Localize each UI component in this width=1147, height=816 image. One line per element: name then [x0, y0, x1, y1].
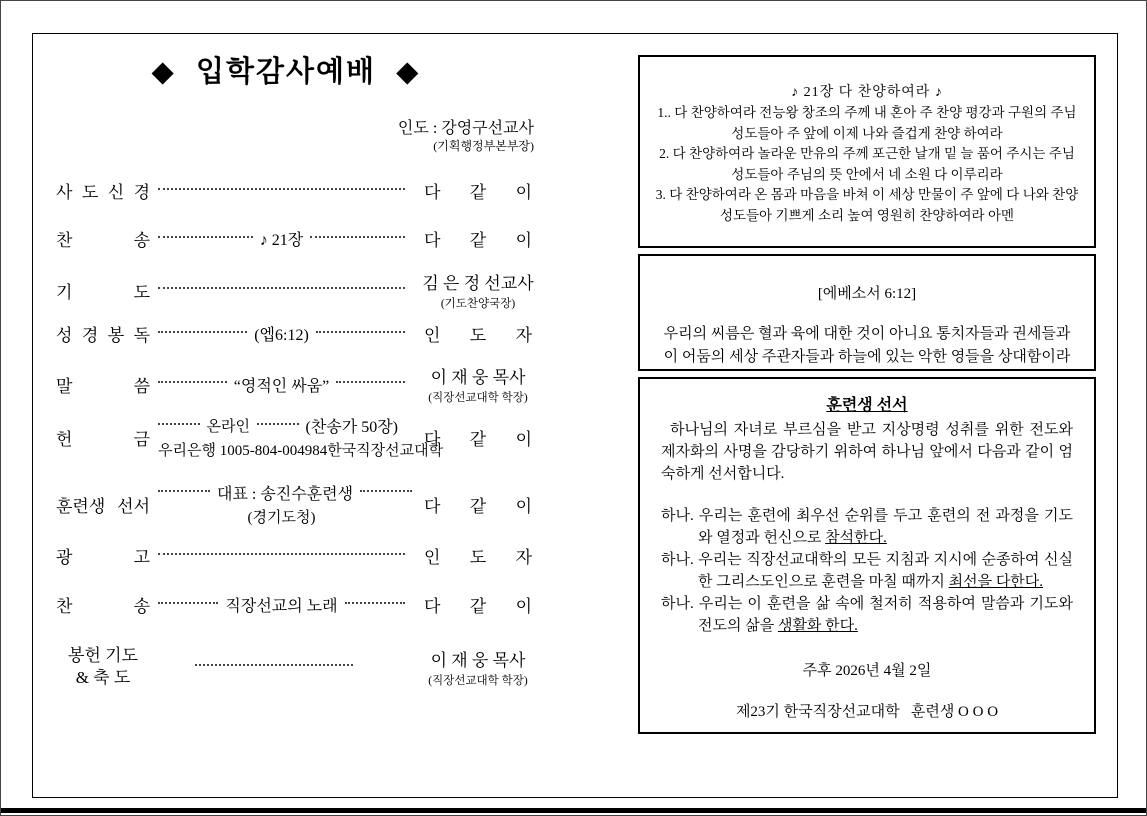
program-row-prayer [56, 269, 543, 311]
dotted-leader [310, 236, 405, 238]
program-item-value: 다 같 이 [424, 231, 532, 250]
oath-item-lead: 하나. [661, 596, 694, 612]
program-item-label-line1: 봉헌 기도 [68, 646, 138, 665]
oath-item-emphasis: 생활화 한다. [777, 618, 858, 634]
oath-title: 훈련생 선서 [826, 397, 908, 414]
program-item-value-sub: (직장선교대학 학장) [428, 392, 528, 404]
program-item-value: 이 재 웅 목사 [430, 368, 526, 387]
oath-item-emphasis: 참석한다. [825, 530, 887, 546]
dotted-leader [158, 602, 218, 604]
dotted-leader [158, 381, 227, 383]
oath-item-lead: 하나. [661, 552, 694, 568]
dotted-leader [316, 331, 405, 333]
dotted-leader [336, 381, 405, 383]
hymn-line: 2. 다 찬양하여라 놀라운 만유의 주께 포근한 날개 밑 늘 품어 주시는 주님 [659, 146, 1075, 161]
program-row-benediction [56, 645, 543, 689]
hymn-line: 성도들아 주님의 뜻 안에서 네 소원 다 이루리라 [731, 166, 1003, 182]
program-item-center-suffix: (찬송가 50장) [305, 419, 398, 436]
oath-date: 주후 2026년 4월 2일 [802, 663, 932, 679]
hymn-lyrics-box [638, 55, 1096, 248]
scripture-box [638, 254, 1096, 371]
program-item-value: 다 같 이 [424, 429, 532, 449]
dotted-leader [345, 602, 405, 604]
page-title: ◆ 입학감사예배 ◆ [151, 56, 421, 88]
bottom-page-edge [1, 808, 1147, 813]
program-row-hymn [56, 226, 543, 251]
program-item-label [56, 645, 150, 689]
program-row-sermon [56, 363, 543, 405]
hymn-line: 1.. 다 찬양하여라 전능왕 창조의 주께 내 혼아 주 찬양 평강과 구원의 주님 [657, 105, 1077, 120]
program-item-value-sub: (직장선교대학 학장) [428, 675, 528, 687]
program-item-label: 헌 금 [56, 429, 150, 449]
trainee-oath-box [638, 377, 1096, 734]
program-item-center: “영적인 싸움” [233, 377, 330, 395]
program-row-mission-song [56, 592, 543, 617]
oath-item [661, 505, 1073, 549]
dotted-leader [158, 553, 405, 555]
program-item-value-sub: (기도찬양국장) [440, 298, 516, 310]
oath-item-body: 우리는 이 훈련을 삶 속에 철저히 적용하여 말씀과 기도와 전도의 삶을 [693, 596, 1073, 634]
dotted-leader [195, 664, 353, 666]
hymn-line: 성도들아 기쁘게 소리 높여 영원히 찬양하여라 아멘 [719, 207, 1015, 223]
pledge-representative-affiliation: (경기도청) [247, 510, 316, 526]
dotted-leader [158, 236, 253, 238]
program-item-value: 다 같 이 [424, 496, 532, 516]
program-row-apostles-creed [56, 178, 543, 203]
oath-item-body: 우리는 훈련에 최우선 순위를 두고 훈련의 전 과정을 기도와 열정과 헌신으로 [693, 508, 1073, 546]
dotted-leader [158, 287, 405, 289]
program-row-trainee-pledge [56, 481, 543, 527]
program-item-center: 온라인 [206, 419, 250, 435]
program-item-value: 인 도 자 [424, 326, 532, 345]
program-item-center: 대표 : 송진수훈련생 [217, 486, 354, 503]
scripture-reference: [에베소서 6:12] [817, 286, 917, 302]
oath-item-body: 우리는 직장선교대학의 모든 지침과 지시에 순종하여 신실한 그리스도인으로 훈련을 마칠 때까지 [693, 552, 1073, 590]
dotted-leader [257, 423, 299, 425]
program-row-offering [56, 414, 543, 460]
program-item-label: 성 경 봉 독 [56, 326, 150, 345]
oath-signature: 제23기 한국직장선교대학 훈련생 O O O [735, 704, 999, 720]
service-leader: 인도 : 강영구선교사 [397, 120, 534, 137]
program-item-label: 찬 송 [56, 597, 150, 616]
program-item-center: (엡6:12) [254, 327, 309, 344]
program-item-label-line2: & 축 도 [75, 668, 131, 687]
oath-item [661, 549, 1073, 593]
scripture-line: 우리의 씨름은 혈과 육에 대한 것이 아니요 통치자들과 권세들과 [663, 326, 1071, 342]
program-item-value: 이 재 웅 목사 [430, 651, 526, 670]
service-leader-title: (기획행정부본부장) [433, 139, 534, 153]
program-row-scripture-reading [56, 321, 543, 346]
oath-item [661, 593, 1073, 637]
hymn-title: ♪ 21장 다 찬양하여라 ♪ [791, 85, 943, 100]
hymn-line: 3. 다 찬양하여라 온 몸과 마음을 바쳐 이 세상 만물이 주 앞에 다 나와 찬양 [655, 187, 1079, 202]
program-row-announcements [56, 543, 543, 568]
oath-item-emphasis: 최선을 다한다. [948, 574, 1044, 590]
dotted-leader [158, 331, 247, 333]
program-item-value: 다 같 이 [424, 597, 532, 616]
program-item-value: 다 같 이 [424, 183, 532, 202]
program-item-label: 광 고 [56, 548, 150, 567]
program-item-value: 김 은 정 선교사 [422, 274, 534, 293]
dotted-leader [158, 490, 210, 492]
program-item-label: 찬 송 [56, 231, 150, 250]
scripture-line: 이 어둠의 세상 주관자들과 하늘에 있는 악한 영들을 상대함이라 [663, 349, 1071, 365]
dotted-leader [360, 490, 412, 492]
program-item-value: 인 도 자 [424, 548, 532, 567]
dotted-leader [158, 423, 200, 425]
program-item-center: ♪ 21장 [259, 232, 304, 249]
oath-intro: 하나님의 자녀로 부르심을 받고 지상명령 성취를 위한 전도와 제자화의 사명을 감당하기 위하여 하나님 앞에서 다음과 같이 엄숙하게 선서합니다. [661, 422, 1073, 482]
oath-items [661, 505, 1073, 637]
program-item-center: 직장선교의 노래 [225, 598, 338, 615]
program-item-label: 훈련생 선서 [56, 496, 150, 516]
program-item-label: 말 씀 [56, 376, 150, 396]
program-item-label: 기 도 [56, 282, 150, 302]
offering-bank-account: 우리은행 1005-804-004984한국직장선교대학 [158, 443, 444, 459]
dotted-leader [158, 188, 405, 190]
program-item-label: 사 도 신 경 [56, 183, 150, 202]
hymn-line: 성도들아 주 앞에 이제 나와 즐겁게 찬양 하여라 [731, 125, 1003, 141]
oath-item-lead: 하나. [661, 508, 694, 524]
